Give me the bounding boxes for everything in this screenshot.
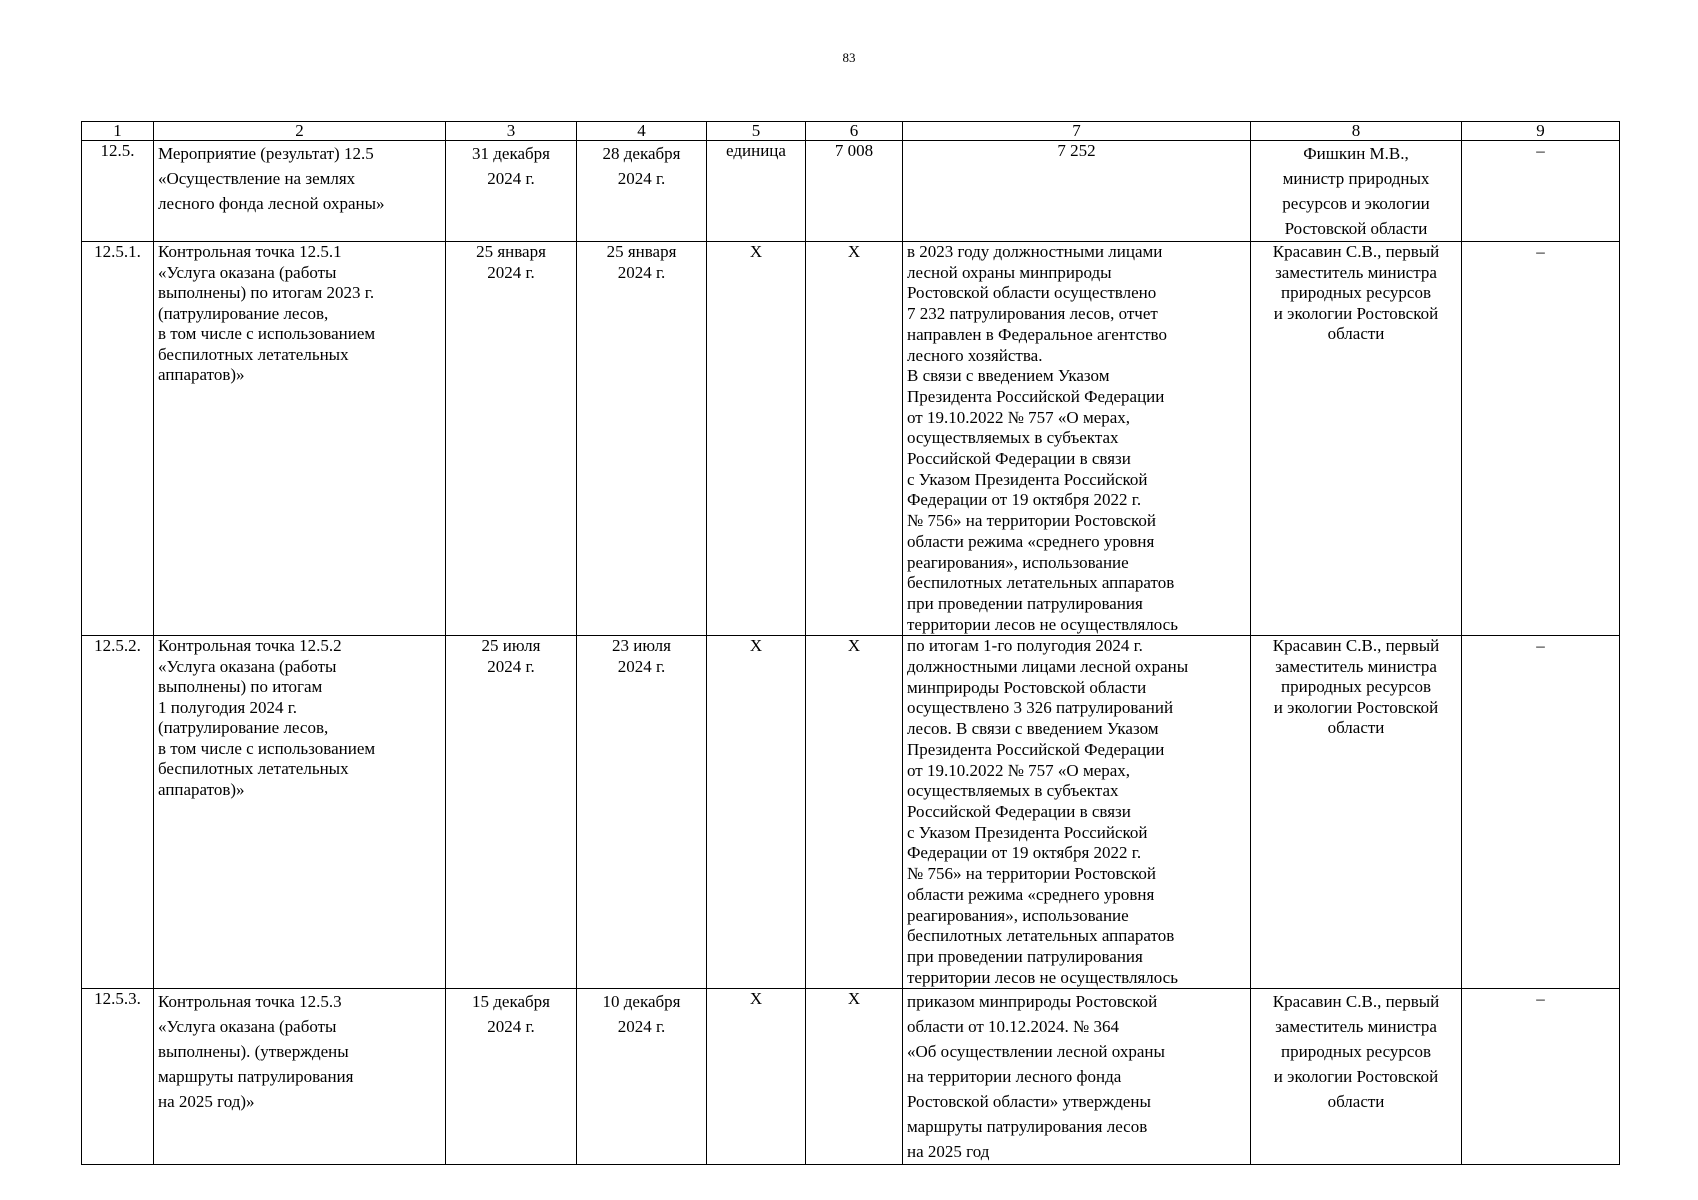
header-cell: 3: [446, 122, 577, 141]
plan-date-cell: 25 июля 2024 г.: [446, 636, 577, 989]
page-number: 83: [842, 50, 856, 65]
activity-name-cell: Контрольная точка 12.5.1 «Услуга оказана (работы выполнены) по итогам 2023 г. (патрулирование лесов, в том числе с использованием беспилотных летательных аппаратов)»: [154, 242, 446, 636]
unit-cell: единица: [707, 141, 806, 242]
plan-date-cell: 31 декабря 2024 г.: [446, 141, 577, 242]
activity-name-cell: Контрольная точка 12.5.3 «Услуга оказана (работы выполнены). (утверждены маршруты патрулирования на 2025 год)»: [154, 989, 446, 1165]
table-row: [82, 242, 1620, 636]
row-number-cell: 12.5.3.: [82, 989, 154, 1165]
table-row: [82, 141, 1620, 242]
fact-date-cell: 23 июля 2024 г.: [577, 636, 707, 989]
unit-cell: X: [707, 636, 806, 989]
unit-cell: X: [707, 989, 806, 1165]
header-cell: 5: [707, 122, 806, 141]
header-row: [82, 122, 1620, 141]
report-table: [81, 121, 1620, 1165]
fact-date-cell: 25 января 2024 г.: [577, 242, 707, 636]
fact-info-cell: в 2023 году должностными лицами лесной охраны минприроды Ростовской области осуществлено 7 232 патрулирования лесов, отчет направлен в Федеральное агентство лесного хозяйства. В связи с введением Указом Президента Российской Федерации от 19.10.2022 № 757 «О мерах, осуществляемых в субъектах Российской Федерации в связи с Указом Президента Российской Федерации от 19 октября 2022 г. № 756» на территории Ростовской области режима «среднего уровня реагирования», использование беспилотных летательных аппаратов при проведении патрулирования территории лесов не осуществлялось: [903, 242, 1251, 636]
header-cell: 2: [154, 122, 446, 141]
row-number-cell: 12.5.: [82, 141, 154, 242]
header-cell: 8: [1251, 122, 1462, 141]
fact-info-cell: приказом минприроды Ростовской области от 10.12.2024. № 364 «Об осуществлении лесной охраны на территории лесного фонда Ростовской области» утверждены маршруты патрулирования лесов на 2025 год: [903, 989, 1251, 1165]
unit-cell: X: [707, 242, 806, 636]
responsible-cell: Красавин С.В., первый заместитель министра природных ресурсов и экологии Ростовской области: [1251, 636, 1462, 989]
responsible-cell: Фишкин М.В., министр природных ресурсов и экологии Ростовской области: [1251, 141, 1462, 242]
fact-date-cell: 10 декабря 2024 г.: [577, 989, 707, 1165]
note-cell: –: [1462, 636, 1620, 989]
plan-date-cell: 15 декабря 2024 г.: [446, 989, 577, 1165]
responsible-cell: Красавин С.В., первый заместитель министра природных ресурсов и экологии Ростовской области: [1251, 989, 1462, 1165]
header-cell: 9: [1462, 122, 1620, 141]
plan-value-cell: 7 008: [806, 141, 903, 242]
plan-date-cell: 25 января 2024 г.: [446, 242, 577, 636]
fact-info-cell: по итогам 1-го полугодия 2024 г. должностными лицами лесной охраны минприроды Ростовской области осуществлено 3 326 патрулирований лесов. В связи с введением Указом Президента Российской Федерации от 19.10.2022 № 757 «О мерах, осуществляемых в субъектах Российской Федерации в связи с Указом Президента Российской Федерации от 19 октября 2022 г. № 756» на территории Ростовской области режима «среднего уровня реагирования», использование беспилотных летательных аппаратов при проведении патрулирования территории лесов не осуществлялось: [903, 636, 1251, 989]
table-row: [82, 989, 1620, 1165]
header-cell: 4: [577, 122, 707, 141]
note-cell: –: [1462, 989, 1620, 1165]
table-row: [82, 636, 1620, 989]
activity-name-cell: Контрольная точка 12.5.2 «Услуга оказана (работы выполнены) по итогам 1 полугодия 2024 г. (патрулирование лесов, в том числе с использованием беспилотных летательных аппаратов)»: [154, 636, 446, 989]
plan-value-cell: X: [806, 242, 903, 636]
plan-value-cell: X: [806, 989, 903, 1165]
header-cell: 6: [806, 122, 903, 141]
header-cell: 1: [82, 122, 154, 141]
note-cell: –: [1462, 141, 1620, 242]
row-number-cell: 12.5.1.: [82, 242, 154, 636]
activity-name-cell: Мероприятие (результат) 12.5 «Осуществление на землях лесного фонда лесной охраны»: [154, 141, 446, 242]
responsible-cell: Красавин С.В., первый заместитель министра природных ресурсов и экологии Ростовской области: [1251, 242, 1462, 636]
row-number-cell: 12.5.2.: [82, 636, 154, 989]
header-cell: 7: [903, 122, 1251, 141]
plan-value-cell: X: [806, 636, 903, 989]
fact-info-cell: 7 252: [903, 141, 1251, 242]
note-cell: –: [1462, 242, 1620, 636]
fact-date-cell: 28 декабря 2024 г.: [577, 141, 707, 242]
